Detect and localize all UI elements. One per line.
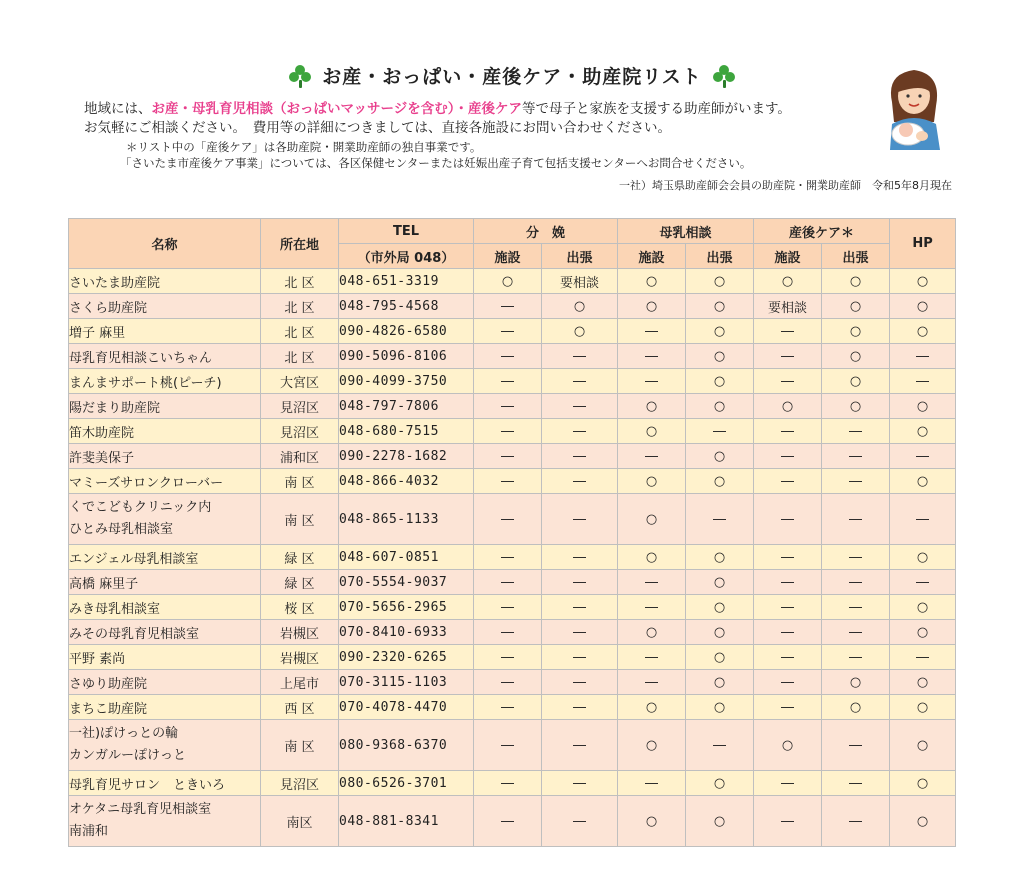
service-mark: ―	[618, 645, 686, 670]
service-mark: ―	[754, 670, 822, 695]
table-row	[69, 796, 956, 847]
service-mark: ○	[686, 545, 754, 570]
facility-tel: 048-607-0851	[339, 545, 474, 570]
facility-tel: 090-4099-3750	[339, 369, 474, 394]
service-mark: ―	[754, 344, 822, 369]
service-mark: ―	[474, 620, 542, 645]
service-mark: ―	[542, 670, 618, 695]
facility-name: みき母乳相談室	[69, 595, 261, 620]
header-name: 名称	[69, 219, 261, 269]
service-mark: ―	[686, 494, 754, 545]
service-mark: ―	[542, 796, 618, 847]
service-mark: ○	[822, 394, 890, 419]
service-mark: ○	[822, 319, 890, 344]
facility-name	[69, 796, 261, 847]
facility-area: 岩槻区	[261, 620, 339, 645]
header-delivery-facility: 施設	[474, 244, 542, 269]
table-row	[69, 545, 956, 570]
service-mark: ―	[542, 444, 618, 469]
facility-name-line1: オケタニ母乳育児相談室	[69, 802, 212, 817]
service-mark: 要相談	[754, 294, 822, 319]
facility-area: 大宮区	[261, 369, 339, 394]
service-mark: ―	[542, 771, 618, 796]
service-mark: ○	[890, 419, 956, 444]
service-mark: ―	[890, 645, 956, 670]
intro-text	[84, 100, 791, 138]
service-mark: ―	[754, 771, 822, 796]
service-mark: ―	[822, 469, 890, 494]
service-mark: ○	[618, 269, 686, 294]
note-1: ＊リスト中の「産後ケア」は各助産院・開業助産師の独自事業です。	[126, 140, 482, 154]
service-mark: ○	[890, 545, 956, 570]
service-mark: ―	[474, 720, 542, 771]
facility-area: 南区	[261, 796, 339, 847]
header-postpartum-facility: 施設	[754, 244, 822, 269]
facility-name-line2: 南浦和	[69, 824, 109, 839]
header-postpartum-visit: 出張	[822, 244, 890, 269]
facility-tel: 048-651-3319	[339, 269, 474, 294]
service-mark: ○	[542, 294, 618, 319]
service-mark: ―	[474, 645, 542, 670]
service-mark: ―	[754, 369, 822, 394]
service-mark: ―	[822, 720, 890, 771]
service-mark: ―	[754, 494, 822, 545]
service-mark: ―	[822, 444, 890, 469]
header-delivery: 分 娩	[474, 219, 618, 244]
service-mark: ○	[618, 419, 686, 444]
service-mark: ―	[474, 369, 542, 394]
facility-name: 増子 麻里	[69, 319, 261, 344]
facility-tel: 090-2278-1682	[339, 444, 474, 469]
intro-highlight: お産・母乳育児相談（おっぱいマッサージを含む）・産後ケア	[151, 101, 522, 117]
service-mark: ○	[686, 670, 754, 695]
service-mark: ―	[474, 771, 542, 796]
facility-tel: 070-5554-9037	[339, 570, 474, 595]
facility-tel: 070-5656-2965	[339, 595, 474, 620]
facility-name-line2: ひとみ母乳相談室	[69, 522, 174, 537]
table-row	[69, 645, 956, 670]
facility-area: 南 区	[261, 494, 339, 545]
service-mark: ―	[474, 394, 542, 419]
service-mark: ○	[542, 319, 618, 344]
service-mark: ―	[474, 469, 542, 494]
table-row	[69, 419, 956, 444]
service-mark: ○	[822, 695, 890, 720]
clover-icon	[713, 65, 735, 87]
facility-area: 西 区	[261, 695, 339, 720]
table-row	[69, 269, 956, 294]
org-note: 一社）埼玉県助産師会会員の助産院・開業助産師 令和5年8月現在	[619, 179, 952, 192]
facility-area: 緑 区	[261, 570, 339, 595]
service-mark: ―	[754, 319, 822, 344]
facility-tel: 048-795-4568	[339, 294, 474, 319]
service-mark: ○	[686, 444, 754, 469]
service-mark: ○	[686, 570, 754, 595]
service-mark: ○	[890, 670, 956, 695]
facility-tel: 070-3115-1103	[339, 670, 474, 695]
facility-area: 北 区	[261, 269, 339, 294]
service-mark: ―	[754, 419, 822, 444]
table-row	[69, 469, 956, 494]
facility-tel: 048-865-1133	[339, 494, 474, 545]
service-mark: ―	[822, 771, 890, 796]
facility-name: まんまサポート桃(ピーチ)	[69, 369, 261, 394]
mother-baby-illustration-icon	[878, 62, 950, 150]
facility-name-line1: 一社)ぽけっとの輪	[69, 726, 179, 741]
service-mark: ○	[686, 796, 754, 847]
service-mark: ○	[890, 394, 956, 419]
service-mark: ―	[542, 570, 618, 595]
service-mark: ―	[474, 670, 542, 695]
service-mark: ―	[618, 444, 686, 469]
service-mark: ○	[890, 294, 956, 319]
service-mark: ○	[618, 620, 686, 645]
table-row	[69, 344, 956, 369]
facility-area: 緑 区	[261, 545, 339, 570]
service-mark: ―	[542, 369, 618, 394]
service-mark: ―	[754, 796, 822, 847]
facility-name-line1: くでこどもクリニック内	[69, 500, 212, 515]
facility-tel: 090-5096-8106	[339, 344, 474, 369]
service-mark: ○	[618, 545, 686, 570]
facility-name: まちこ助産院	[69, 695, 261, 720]
service-mark: ―	[754, 545, 822, 570]
service-mark: ―	[822, 570, 890, 595]
facility-tel: 070-8410-6933	[339, 620, 474, 645]
facility-tel: 090-4826-6580	[339, 319, 474, 344]
service-mark: ―	[822, 595, 890, 620]
service-mark: ―	[618, 595, 686, 620]
facility-name: 平野 素尚	[69, 645, 261, 670]
header-breast: 母乳相談	[618, 219, 754, 244]
service-mark: ―	[618, 570, 686, 595]
service-mark: ○	[822, 369, 890, 394]
intro-line1-before: 地域には、	[84, 101, 152, 117]
service-mark: ○	[686, 469, 754, 494]
table-row	[69, 720, 956, 771]
table-row	[69, 394, 956, 419]
service-mark: ―	[542, 494, 618, 545]
service-mark: ―	[686, 720, 754, 771]
facility-area: 南 区	[261, 720, 339, 771]
service-mark: ―	[618, 319, 686, 344]
service-mark: ―	[890, 344, 956, 369]
facility-name: さいたま助産院	[69, 269, 261, 294]
facility-area: 見沼区	[261, 419, 339, 444]
service-mark: ―	[618, 771, 686, 796]
header-tel: TEL	[339, 219, 474, 244]
service-mark: ―	[890, 494, 956, 545]
facility-name: 陽だまり助産院	[69, 394, 261, 419]
facility-name: みその母乳育児相談室	[69, 620, 261, 645]
service-mark: ○	[686, 294, 754, 319]
table-body	[69, 269, 956, 847]
service-mark: ―	[686, 419, 754, 444]
service-mark: ○	[890, 469, 956, 494]
service-mark: ○	[618, 469, 686, 494]
facility-tel: 048-866-4032	[339, 469, 474, 494]
service-mark: ―	[822, 620, 890, 645]
facility-tel: 048-680-7515	[339, 419, 474, 444]
header-tel-area-code: （市外局 048）	[339, 244, 474, 269]
table-row	[69, 369, 956, 394]
service-mark: ○	[890, 269, 956, 294]
service-mark: ―	[542, 419, 618, 444]
service-mark: ○	[618, 394, 686, 419]
table-row	[69, 319, 956, 344]
service-mark: ―	[754, 695, 822, 720]
facility-tel: 080-6526-3701	[339, 771, 474, 796]
service-mark: ○	[618, 720, 686, 771]
service-mark: ○	[890, 695, 956, 720]
table-row	[69, 444, 956, 469]
service-mark: ―	[890, 444, 956, 469]
service-mark: ○	[890, 620, 956, 645]
service-mark: ―	[822, 645, 890, 670]
table-row	[69, 494, 956, 545]
service-mark: ○	[754, 720, 822, 771]
service-mark: ○	[618, 494, 686, 545]
facility-area: 桜 区	[261, 595, 339, 620]
facility-area: 見沼区	[261, 394, 339, 419]
table-row	[69, 771, 956, 796]
service-mark: ―	[822, 419, 890, 444]
service-mark: 要相談	[542, 269, 618, 294]
service-mark: ○	[822, 294, 890, 319]
note-2: 「さいたま市産後ケア事業」については、各区保健センターまたは妊娠出産子育て包括支援センターへお問合せください。	[120, 156, 752, 170]
service-mark: ―	[618, 344, 686, 369]
service-mark: ○	[686, 620, 754, 645]
page-title: お産・おっぱい・産後ケア・助産院リスト	[322, 66, 702, 88]
service-mark: ○	[754, 269, 822, 294]
service-mark: ―	[542, 394, 618, 419]
service-mark: ○	[822, 344, 890, 369]
facility-name: さゆり助産院	[69, 670, 261, 695]
header-postpartum: 産後ケア＊	[754, 219, 890, 244]
service-mark: ―	[474, 796, 542, 847]
service-mark: ―	[542, 695, 618, 720]
header-delivery-visit: 出張	[542, 244, 618, 269]
table-row	[69, 670, 956, 695]
service-mark: ―	[618, 670, 686, 695]
intro-line2: お気軽にご相談ください。 費用等の詳細につきましては、直接各施設にお問い合わせください。	[84, 120, 671, 136]
notes	[120, 139, 752, 171]
facility-name: 笛木助産院	[69, 419, 261, 444]
facility-area: 見沼区	[261, 771, 339, 796]
service-mark: ―	[754, 570, 822, 595]
service-mark: ―	[542, 620, 618, 645]
service-mark: ○	[890, 319, 956, 344]
service-mark: ○	[822, 670, 890, 695]
table-row	[69, 294, 956, 319]
facility-name: 高橋 麻里子	[69, 570, 261, 595]
service-mark: ○	[686, 269, 754, 294]
facility-tel: 048-797-7806	[339, 394, 474, 419]
header-area: 所在地	[261, 219, 339, 269]
header-breast-facility: 施設	[618, 244, 686, 269]
service-mark: ―	[754, 469, 822, 494]
service-mark: ○	[686, 771, 754, 796]
service-mark: ―	[754, 444, 822, 469]
facility-name	[69, 720, 261, 771]
service-mark: ―	[474, 294, 542, 319]
table-row	[69, 695, 956, 720]
facility-tel: 090-2320-6265	[339, 645, 474, 670]
service-mark: ○	[822, 269, 890, 294]
table-row	[69, 595, 956, 620]
service-mark: ○	[686, 695, 754, 720]
service-mark: ○	[686, 319, 754, 344]
service-mark: ―	[542, 720, 618, 771]
service-mark: ○	[618, 294, 686, 319]
service-mark: ―	[542, 645, 618, 670]
service-mark: ―	[474, 545, 542, 570]
facility-name: 母乳育児サロン ときいろ	[69, 771, 261, 796]
service-mark: ○	[754, 394, 822, 419]
facility-name	[69, 494, 261, 545]
service-mark: ―	[474, 570, 542, 595]
service-mark: ○	[890, 796, 956, 847]
service-mark: ―	[890, 570, 956, 595]
service-mark: ―	[542, 545, 618, 570]
clover-icon	[289, 65, 311, 87]
service-mark: ―	[754, 620, 822, 645]
facility-name-line2: カンガルーぽけっと	[69, 748, 187, 763]
facility-name: 許斐美保子	[69, 444, 261, 469]
service-mark: ―	[822, 494, 890, 545]
facility-area: 上尾市	[261, 670, 339, 695]
service-mark: ○	[686, 645, 754, 670]
service-mark: ―	[822, 796, 890, 847]
midwife-table	[68, 218, 956, 847]
service-mark: ―	[618, 369, 686, 394]
service-mark: ○	[618, 796, 686, 847]
facility-area: 北 区	[261, 319, 339, 344]
service-mark: ―	[474, 319, 542, 344]
service-mark: ―	[542, 344, 618, 369]
intro-line1-after: 等で母子と家族を支援する助産師がいます。	[521, 101, 791, 117]
facility-name: さくら助産院	[69, 294, 261, 319]
service-mark: ―	[890, 369, 956, 394]
service-mark: ○	[686, 595, 754, 620]
service-mark: ○	[890, 595, 956, 620]
facility-tel: 048-881-8341	[339, 796, 474, 847]
facility-name: 母乳育児相談こいちゃん	[69, 344, 261, 369]
service-mark: ―	[754, 595, 822, 620]
service-mark: ―	[474, 695, 542, 720]
service-mark: ―	[542, 469, 618, 494]
facility-name: エンジェル母乳相談室	[69, 545, 261, 570]
facility-area: 浦和区	[261, 444, 339, 469]
service-mark: ―	[822, 545, 890, 570]
facility-area: 岩槻区	[261, 645, 339, 670]
service-mark: ○	[686, 344, 754, 369]
table-row	[69, 570, 956, 595]
service-mark: ―	[474, 444, 542, 469]
service-mark: ―	[474, 344, 542, 369]
service-mark: ○	[618, 695, 686, 720]
service-mark: ○	[890, 771, 956, 796]
facility-tel: 070-4078-4470	[339, 695, 474, 720]
service-mark: ―	[474, 595, 542, 620]
table-row	[69, 620, 956, 645]
service-mark: ―	[754, 645, 822, 670]
facility-tel: 080-9368-6370	[339, 720, 474, 771]
header-hp: HP	[890, 219, 956, 269]
facility-area: 北 区	[261, 344, 339, 369]
service-mark: ○	[890, 720, 956, 771]
service-mark: ○	[686, 369, 754, 394]
facility-area: 南 区	[261, 469, 339, 494]
service-mark: ―	[474, 419, 542, 444]
service-mark: ○	[686, 394, 754, 419]
service-mark: ―	[474, 494, 542, 545]
facility-name: マミーズサロンクローバー	[69, 469, 261, 494]
facility-area: 北 区	[261, 294, 339, 319]
service-mark: ―	[542, 595, 618, 620]
title-row	[0, 62, 1024, 89]
service-mark: ○	[474, 269, 542, 294]
header-breast-visit: 出張	[686, 244, 754, 269]
